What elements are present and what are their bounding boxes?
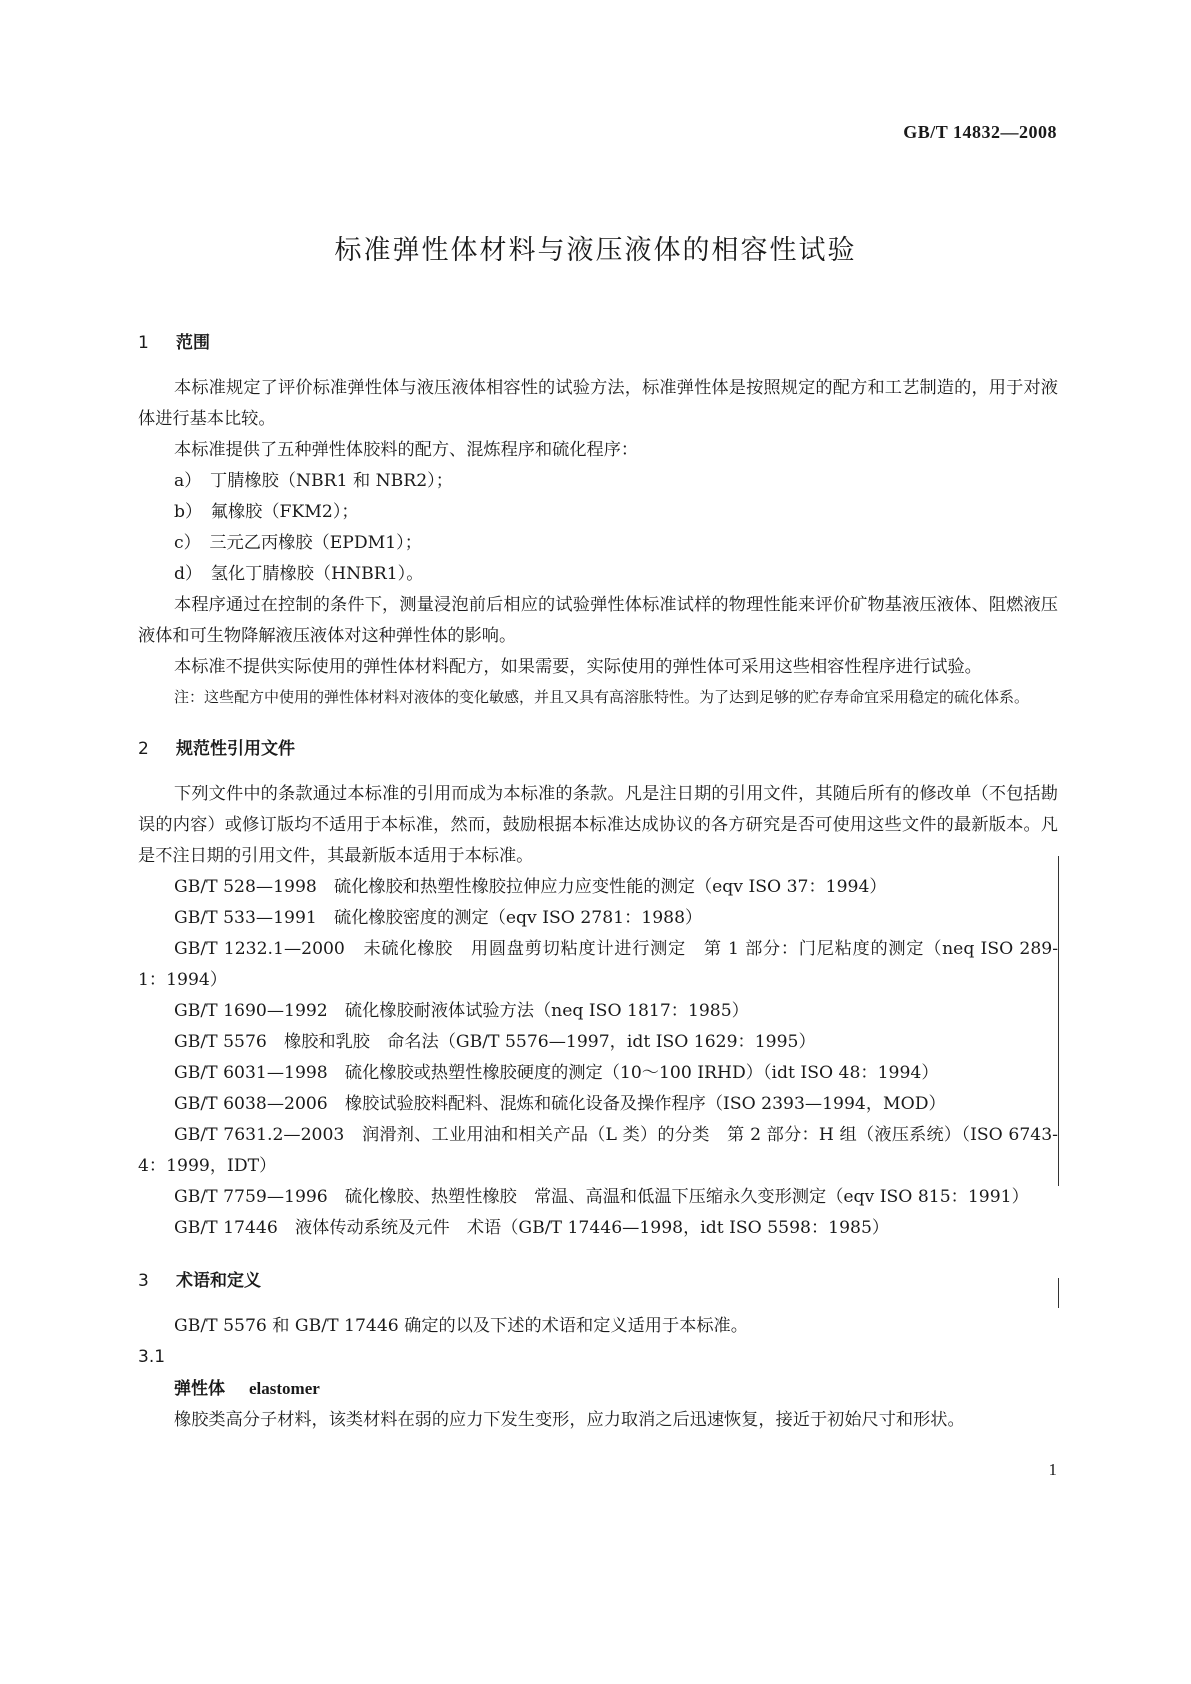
paragraph: 本标准不提供实际使用的弹性体材料配方，如果需要，实际使用的弹性体可采用这些相容性程序进行试验。 — [174, 657, 982, 677]
paragraph: 下列文件中的条款通过本标准的引用而成为本标准的条款。凡是注日期的引用文件，其随后所有的修改单（不包括勘误的内容）或修订版均不适用于本标准，然而，鼓励根据本标准达成协议的各方研究是否可使用这些文件的最新版本。凡是不注日期的引用文件，其最新版本适用于本标准。 — [138, 784, 1058, 866]
paragraph: GB/T 5576 和 GB/T 17446 确定的以及下述的术语和定义适用于本标准。 — [174, 1316, 748, 1336]
section-number: 1 — [138, 333, 149, 353]
section-number: 3 — [138, 1271, 149, 1291]
list-item: c） 三元乙丙橡胶（EPDM1）； — [174, 533, 422, 553]
document-body — [138, 328, 1058, 1436]
reference-entry: GB/T 17446 液体传动系统及元件 术语（GB/T 17446—1998，idt ISO 5598：1985） — [174, 1218, 890, 1238]
list-item: d） 氢化丁腈橡胶（HNBR1）。 — [174, 564, 424, 584]
list-item: a） 丁腈橡胶（NBR1 和 NBR2）； — [174, 471, 453, 491]
reference-entry: GB/T 1232.1—2000 未硫化橡胶 用圆盘剪切粘度计进行测定 第 1 部分：门尼粘度的测定（neq ISO 289-1：1994） — [138, 939, 1058, 990]
revision-bar — [1058, 1278, 1059, 1308]
list-item: b） 氟橡胶（FKM2）； — [174, 502, 359, 522]
reference-entry: GB/T 528—1998 硫化橡胶和热塑性橡胶拉伸应力应变性能的测定（eqv ISO 37：1994） — [174, 877, 887, 897]
term-chinese: 弹性体 — [174, 1379, 225, 1399]
section-title: 范围 — [176, 333, 210, 353]
reference-entry: GB/T 6031—1998 硫化橡胶或热塑性橡胶硬度的测定（10～100 IRHD）（idt ISO 48：1994） — [174, 1063, 939, 1083]
document-title: 标准弹性体材料与液压液体的相容性试验 — [334, 235, 857, 266]
section-number: 2 — [138, 739, 149, 759]
reference-entry: GB/T 7631.2—2003 润滑剂、工业用油和相关产品（L 类）的分类 第 2 部分：H 组（液压系统）（ISO 6743-4：1999，IDT） — [138, 1125, 1058, 1176]
paragraph: 本程序通过在控制的条件下，测量浸泡前后相应的试验弹性体标准试样的物理性能来评价矿物基液压液体、阻燃液压液体和可生物降解液压液体对这种弹性体的影响。 — [138, 595, 1058, 646]
paragraph: 本标准提供了五种弹性体胶料的配方、混炼程序和硫化程序： — [174, 440, 639, 460]
revision-bar — [1058, 856, 1059, 1186]
reference-entry: GB/T 7759—1996 硫化橡胶、热塑性橡胶 常温、高温和低温下压缩永久变形测定（eqv ISO 815：1991） — [174, 1187, 1029, 1207]
reference-entry: GB/T 1690—1992 硫化橡胶耐液体试验方法（neq ISO 1817：1985） — [174, 1001, 749, 1021]
section-1-heading — [138, 328, 1058, 359]
term-entry — [138, 1373, 1058, 1405]
section-2-heading — [138, 734, 1058, 765]
section-3-heading — [138, 1266, 1058, 1297]
section-title: 术语和定义 — [176, 1271, 261, 1291]
reference-entry: GB/T 533—1991 硫化橡胶密度的测定（eqv ISO 2781：1988） — [174, 908, 703, 928]
page-number: 1 — [1048, 1460, 1057, 1479]
term-definition: 橡胶类高分子材料，该类材料在弱的应力下发生变形，应力取消之后迅速恢复，接近于初始尺寸和形状。 — [174, 1410, 965, 1430]
clause-number: 3.1 — [138, 1347, 166, 1367]
reference-entry: GB/T 5576 橡胶和乳胶 命名法（GB/T 5576—1997，idt ISO 1629：1995） — [174, 1032, 816, 1052]
section-title: 规范性引用文件 — [176, 739, 295, 759]
standard-number: GB/T 14832—2008 — [903, 122, 1057, 142]
term-english: elastomer — [249, 1379, 320, 1398]
paragraph: 本标准规定了评价标准弹性体与液压液体相容性的试验方法，标准弹性体是按照规定的配方和工艺制造的，用于对液体进行基本比较。 — [138, 378, 1058, 429]
note: 注：这些配方中使用的弹性体材料对液体的变化敏感，并且又具有高溶胀特性。为了达到足够的贮存寿命宜采用稳定的硫化体系。 — [174, 688, 1030, 706]
reference-entry: GB/T 6038—2006 橡胶试验胶料配料、混炼和硫化设备及操作程序（ISO 2393—1994，MOD） — [174, 1094, 946, 1114]
